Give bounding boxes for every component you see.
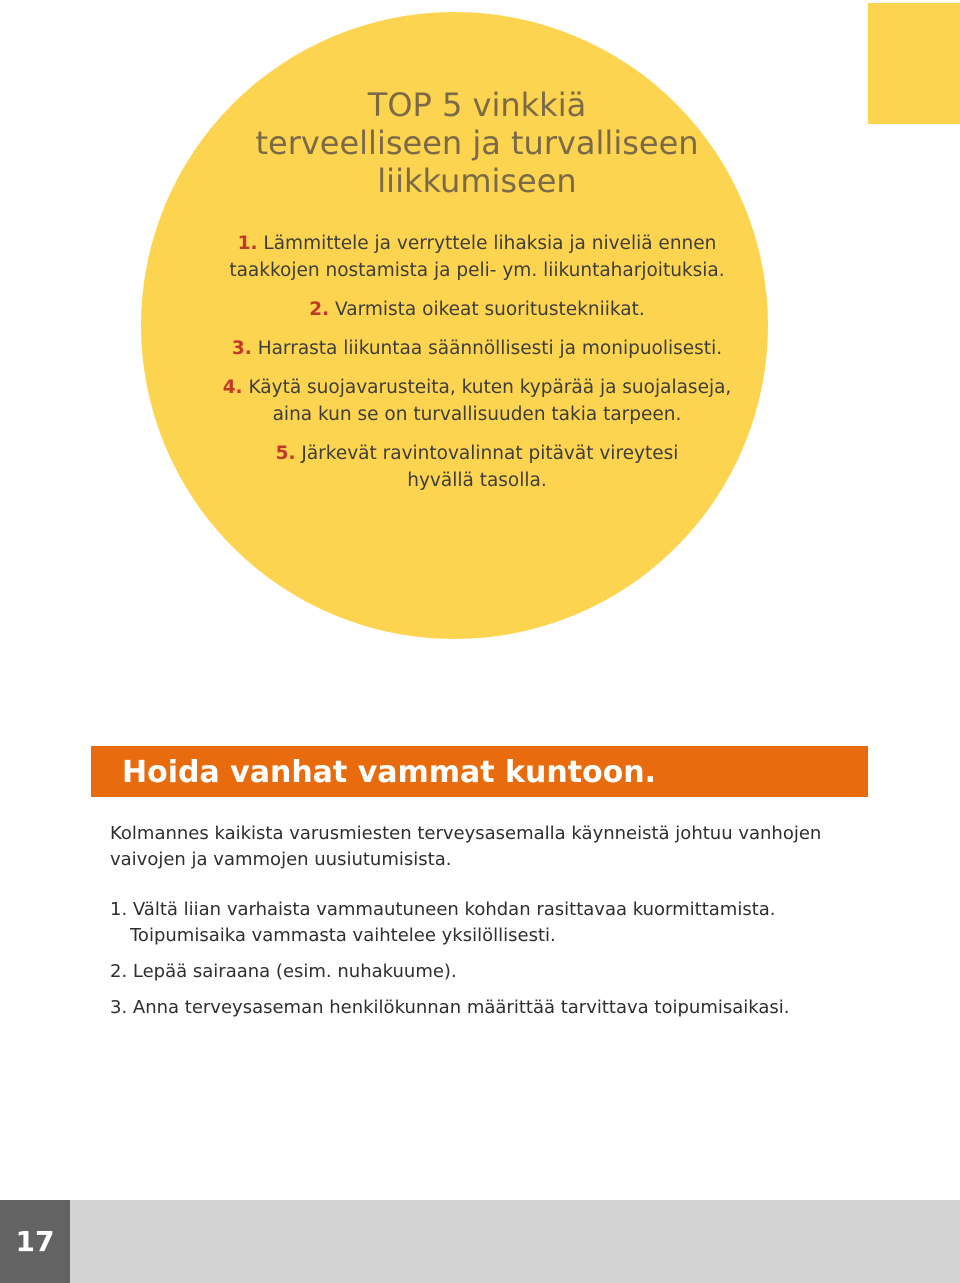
tips-title-line: terveelliseen ja turvalliseen <box>255 124 699 162</box>
tips-title-line: TOP 5 vinkkiä <box>367 86 587 124</box>
tip-item <box>141 335 813 362</box>
tip-text: Varmista oikeat suoritustekniikat. <box>335 299 645 320</box>
tip-number: 2. <box>309 299 330 320</box>
tip-item <box>141 296 813 323</box>
page-number: 17 <box>15 1225 55 1258</box>
tip-text: Lämmittele ja verryttele lihaksia ja niveliä ennen <box>263 233 717 254</box>
tip-number: 5. <box>275 443 296 464</box>
tips-title-line: liikkumiseen <box>377 162 577 200</box>
tip-number: 1. <box>237 233 258 254</box>
list-item-text: Toipumisaika vammasta vaihtelee yksilöllisesti. <box>130 925 556 946</box>
list-item-text: 3. Anna terveysaseman henkilökunnan määrittää tarvittava toipumisaikasi. <box>110 997 790 1018</box>
tip-number: 4. <box>222 377 243 398</box>
footer-bar <box>0 1200 960 1283</box>
tip-text: Järkevät ravintovalinnat pitävät vireytesi <box>301 443 679 464</box>
section-heading: Hoida vanhat vammat kuntoon. <box>122 755 657 790</box>
list-item <box>110 959 840 985</box>
list-item-text: 1. Vältä liian varhaista vammautuneen kohdan rasittavaa kuormittamista. <box>110 899 776 920</box>
tip-item <box>141 374 813 428</box>
tips-list <box>141 230 813 506</box>
advice-list <box>110 897 840 1031</box>
section-intro <box>110 821 830 873</box>
tip-item <box>141 440 813 494</box>
tip-number: 3. <box>231 338 252 359</box>
tips-title <box>141 86 813 200</box>
tip-text: hyvällä tasolla. <box>407 470 547 491</box>
intro-line: Kolmannes kaikista varusmiesten terveysasemalla käynneistä johtuu vanhojen <box>110 823 822 844</box>
tip-text: aina kun se on turvallisuuden takia tarpeen. <box>272 404 682 425</box>
tip-text: Käytä suojavarusteita, kuten kypärää ja suojalaseja, <box>248 377 732 398</box>
intro-line: vaivojen ja vammojen uusiutumisista. <box>110 849 452 870</box>
corner-accent-block <box>868 3 960 124</box>
list-item <box>110 897 840 949</box>
tip-text: Harrasta liikuntaa säännöllisesti ja monipuolisesti. <box>257 338 723 359</box>
list-item-text: 2. Lepää sairaana (esim. nuhakuume). <box>110 961 457 982</box>
tip-item <box>141 230 813 284</box>
list-item <box>110 995 840 1021</box>
tip-text: taakkojen nostamista ja peli- ym. liikuntaharjoituksia. <box>229 260 725 281</box>
